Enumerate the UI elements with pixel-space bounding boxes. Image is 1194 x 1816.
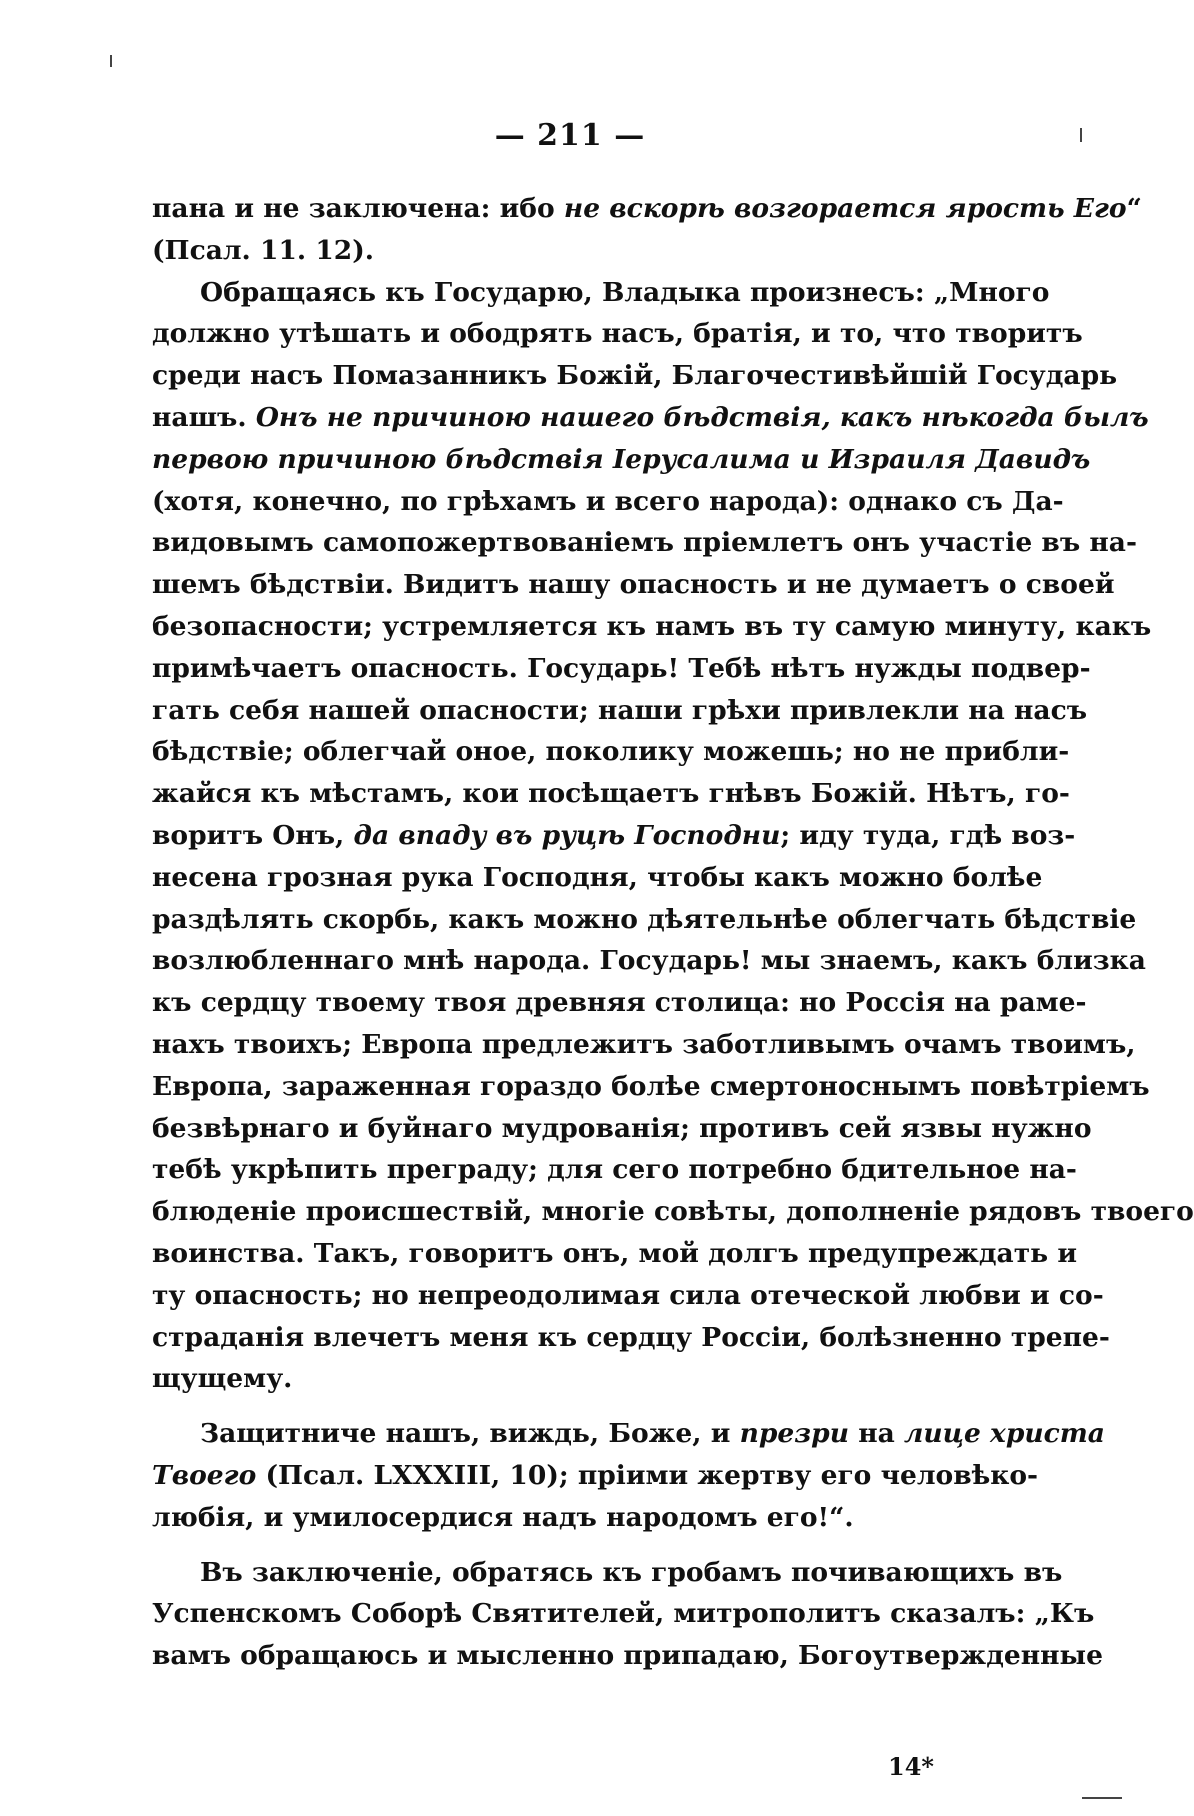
text-line xyxy=(152,313,1083,355)
margin-mark xyxy=(110,55,112,67)
text-line xyxy=(152,1455,1039,1497)
text-line xyxy=(152,1552,1063,1594)
text-line xyxy=(152,606,1152,648)
text-line xyxy=(152,1358,1002,1400)
text-segment: Въ заключеніе, обратясь къ гробамъ почивающихъ въ xyxy=(200,1556,1063,1588)
text-segment: пана и не заключена: ибо xyxy=(152,193,564,224)
text-segment: ; иду туда, гдѣ воз- xyxy=(780,819,1076,851)
text-line xyxy=(152,648,1091,690)
text-line xyxy=(152,731,1070,773)
text-segment: нашъ. xyxy=(152,401,256,433)
text-line xyxy=(152,481,1064,523)
text-segment: жайся къ мѣстамъ, кои посѣщаетъ гнѣвъ Божій. Нѣтъ, го- xyxy=(152,778,1070,810)
text-segment: “ xyxy=(1126,193,1142,224)
text-segment: примѣчаетъ опасность. Государь! Тебѣ нѣтъ нужды подвер- xyxy=(152,652,1091,684)
text-line xyxy=(152,899,1137,941)
text-line xyxy=(152,1149,1077,1191)
text-line xyxy=(152,1066,1150,1108)
text-line xyxy=(152,230,1002,272)
text-segment: страданія влечетъ меня къ сердцу Россіи, болѣзненно трепе- xyxy=(152,1321,1110,1353)
text-line xyxy=(152,1635,1103,1677)
text-segment: Обращаясь къ Государю, Владыка произнесъ: „Много xyxy=(200,276,1050,308)
text-segment: Европа, зараженная гораздо болѣе смертоноснымъ повѣтріемъ xyxy=(152,1070,1150,1102)
text-line xyxy=(152,1233,1078,1275)
text-segment: вамъ обращаюсь и мысленно припадаю, Богоутвержденные xyxy=(152,1640,1103,1672)
text-line xyxy=(152,1191,1194,1233)
text-line xyxy=(152,522,1137,564)
text-line xyxy=(152,272,1050,314)
text-segment: возлюбленнаго мнѣ народа. Государь! мы знаемъ, какъ близка xyxy=(152,945,1146,977)
text-line xyxy=(152,690,1088,732)
text-line xyxy=(152,1317,1110,1359)
text-segment: Защитниче нашъ, виждь, Боже, и xyxy=(200,1418,740,1450)
italic-quote: презри xyxy=(739,1418,849,1450)
text-line xyxy=(152,815,1076,857)
text-segment: (Псал. LXXXIII, 10); пріими жертву его человѣко- xyxy=(256,1459,1039,1491)
text-line xyxy=(152,1275,1104,1317)
text-line xyxy=(152,188,1142,230)
text-line xyxy=(152,355,1118,397)
text-segment: раздѣлять скорбь, какъ можно дѣятельнѣе облегчать бѣдствіе xyxy=(152,903,1137,935)
text-line xyxy=(152,773,1070,815)
text-segment: должно утѣшать и ободрять насъ, братія, и то, что творитъ xyxy=(152,318,1083,350)
text-line xyxy=(152,564,1115,606)
text-segment: безопасности; устремляется къ намъ въ ту самую минуту, какъ xyxy=(152,610,1152,642)
italic-quote: Онъ не причиною нашего бѣдствія, какъ нѣкогда былъ xyxy=(255,401,1149,433)
text-segment: (хотя, конечно, по грѣхамъ и всего народа): однако съ Да- xyxy=(152,485,1064,517)
italic-quote: лице христа xyxy=(904,1418,1105,1450)
text-line xyxy=(152,1497,1002,1539)
text-segment: къ сердцу твоему твоя древняя столица: но Россія на раме- xyxy=(152,987,1087,1019)
italic-quote: первою причиною бѣдствія Іерусалима и Израиля Давидъ xyxy=(152,443,1091,475)
italic-quote: не вскорѣ возгорается ярость Его xyxy=(563,193,1127,224)
text-line xyxy=(152,857,1043,899)
margin-mark xyxy=(1080,128,1082,142)
body-text xyxy=(152,188,1194,1677)
text-line xyxy=(152,1024,1136,1066)
text-segment: нахъ твоихъ; Европа предлежитъ заботливымъ очамъ твоимъ, xyxy=(152,1028,1136,1060)
text-segment: среди насъ Помазанникъ Божій, Благочестивѣйшій Государь xyxy=(152,360,1118,392)
text-segment: ту опасность; но непреодолимая сила отеческой любви и со- xyxy=(152,1279,1104,1311)
text-segment: любія, и умилосердися надъ народомъ его!“. xyxy=(152,1501,854,1533)
italic-quote: да впаду въ руцѣ Господни xyxy=(353,819,781,851)
signature-mark: 14* xyxy=(888,1752,934,1781)
text-segment: щущему. xyxy=(152,1363,293,1395)
text-line xyxy=(152,1413,1105,1455)
text-segment: бѣдствіе; облегчай оное, поколику можешь; но не прибли- xyxy=(152,736,1070,768)
text-segment: блюденіе происшествій, многіе совѣты, дополненіе рядовъ твоего xyxy=(152,1196,1194,1228)
text-segment: воритъ Онъ, xyxy=(152,819,354,851)
margin-mark xyxy=(1082,1797,1122,1799)
page-number: — 211 — xyxy=(494,118,646,153)
text-line xyxy=(152,439,1091,481)
text-line xyxy=(152,982,1087,1024)
text-segment: (Псал. 11. 12). xyxy=(152,234,374,266)
text-segment: воинства. Такъ, говоритъ онъ, мой долгъ предупреждать и xyxy=(152,1237,1078,1269)
text-line xyxy=(152,940,1146,982)
italic-quote: Твоего xyxy=(152,1459,257,1491)
text-line xyxy=(152,1593,1095,1635)
text-segment: шемъ бѣдствіи. Видитъ нашу опасность и не думаетъ о своей xyxy=(152,569,1115,601)
text-segment: гать себя нашей опасности; наши грѣхи привлекли на насъ xyxy=(152,694,1088,726)
text-segment: несена грозная рука Господня, чтобы какъ можно болѣе xyxy=(152,861,1043,893)
text-line xyxy=(152,397,1149,439)
text-segment: Успенскомъ Соборѣ Святителей, митрополитъ сказалъ: „Къ xyxy=(152,1598,1095,1630)
text-segment: безвѣрнаго и буйнаго мудрованія; противъ сей язвы нужно xyxy=(152,1112,1092,1144)
text-segment: тебѣ укрѣпить преграду; для сего потребно бдительное на- xyxy=(152,1154,1077,1186)
text-line xyxy=(152,1108,1092,1150)
text-segment: видовымъ самопожертвованіемъ пріемлетъ онъ участіе въ на- xyxy=(152,527,1137,559)
text-segment: на xyxy=(848,1418,904,1450)
